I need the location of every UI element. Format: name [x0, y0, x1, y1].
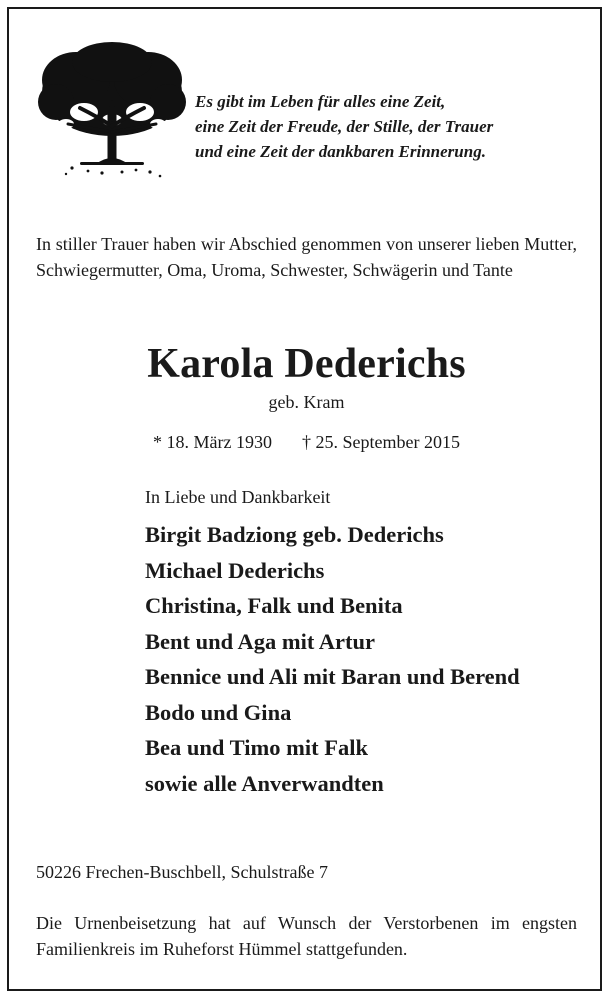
family-list	[145, 517, 520, 801]
family-member: Bea und Timo mit Falk	[145, 735, 368, 760]
tree-icon	[36, 40, 188, 182]
quote-line: und eine Zeit der dankbaren Erinnerung.	[195, 142, 486, 161]
quote	[195, 89, 595, 164]
family-lead: In Liebe und Dankbarkeit	[145, 487, 331, 507]
closing-text: Die Urnenbeisetzung hat auf Wunsch der Verstorbenen im engsten Familienkreis im Ruheforst Hümmel stattgefunden.	[36, 913, 577, 959]
maiden-name: geb. Kram	[268, 392, 345, 412]
address: 50226 Frechen-Buschbell, Schulstraße 7	[36, 862, 328, 882]
quote-line: Es gibt im Leben für alles eine Zeit,	[195, 92, 446, 111]
family-member: sowie alle Anverwandten	[145, 770, 384, 796]
family-member: Christina, Falk und Benita	[145, 593, 403, 618]
family-member: Birgit Badziong geb. Dederichs	[145, 522, 444, 547]
family-member: Michael Dederichs	[145, 557, 325, 583]
death-date: † 25. September 2015	[302, 432, 460, 452]
family-member: Bent und Aga mit Artur	[145, 628, 376, 654]
birth-date: * 18. März 1930	[153, 432, 272, 452]
family-member: Bennice und Ali mit Baran und Berend	[145, 664, 520, 689]
life-dates	[0, 429, 613, 455]
deceased-name: Karola Dederichs	[147, 341, 466, 387]
quote-line: eine Zeit der Freude, der Stille, der Trauer	[195, 117, 494, 136]
intro-text: In stiller Trauer haben wir Abschied genommen von unserer lieben Mutter, Schwiegermutter, Oma, Uroma, Schwester, Schwägerin und Tante	[36, 234, 577, 280]
family-member: Bodo und Gina	[145, 699, 292, 725]
